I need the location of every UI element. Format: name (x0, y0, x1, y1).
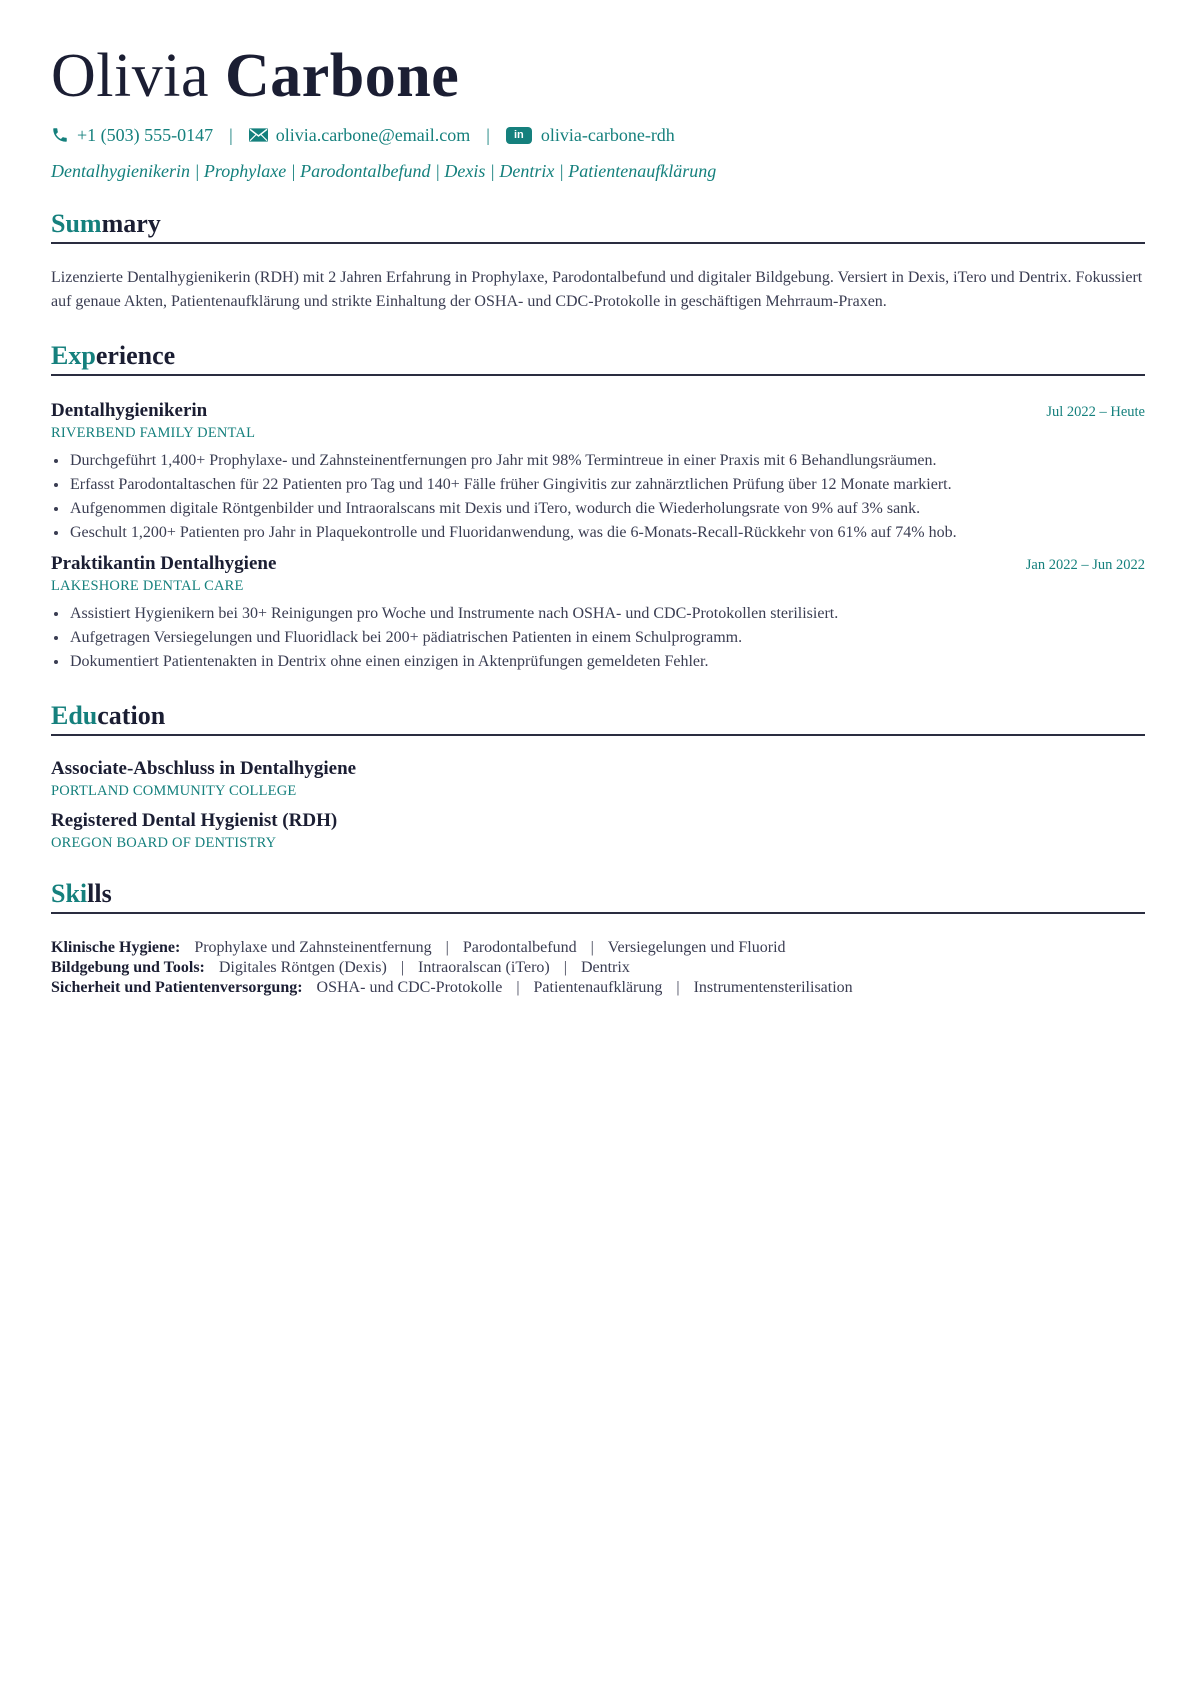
title-rest: lls (87, 879, 112, 908)
skill-category: Bildgebung und Tools: (51, 959, 205, 976)
title-rest: erience (95, 341, 176, 370)
bullet-item: • Dokumentiert Patientenakten in Dentrix ohne einen einzigen in Aktenprüfungen gemeldeten Fehler. (69, 650, 1147, 674)
job-dates: Jan 2022 – Jun 2022 (1025, 557, 1145, 573)
phone-icon (51, 126, 69, 144)
skill-row (51, 938, 1147, 958)
education-entry (51, 810, 1147, 852)
institution: PORTLAND COMMUNITY COLLEGE (51, 783, 297, 799)
title-rest: cation (97, 701, 166, 730)
job-header (51, 553, 1145, 575)
institution: OREGON BOARD OF DENTISTRY (51, 835, 277, 851)
bullet-item: • Aufgetragen Versiegelungen und Fluoridlack bei 200+ pädiatrischen Patienten in einem Schulprogramm. (69, 626, 1147, 650)
skill-item: Patientenaufklärung (533, 979, 663, 996)
contact-email[interactable] (249, 125, 471, 146)
education-entry (51, 758, 1147, 800)
skill-category: Klinische Hygiene: (51, 939, 181, 956)
contact-linkedin[interactable] (506, 125, 675, 146)
contact-separator: | (229, 124, 233, 145)
headline-tagline: Dentalhygienikerin | Prophylaxe | Parodontalbefund | Dexis | Dentrix | Patientenaufklärung (51, 161, 717, 181)
title-accent: Ski (51, 879, 88, 908)
experience-section (51, 340, 1147, 674)
job-bullets (51, 602, 1147, 674)
skill-separator: | (590, 939, 594, 956)
skill-item: Dentrix (580, 959, 630, 976)
skill-item: Prophylaxe und Zahnsteinentfernung (194, 939, 432, 956)
job-title: Praktikantin Dentalhygiene (51, 553, 277, 574)
title-accent: Exp (51, 341, 96, 370)
degree-title: Registered Dental Hygienist (RDH) (51, 810, 338, 831)
job-header (51, 400, 1145, 422)
bullet-item: • Assistiert Hygienikern bei 30+ Reinigungen pro Woche und Instrumente nach OSHA- und CDC-Protokollen sterilisiert. (69, 602, 1147, 626)
summary-section (51, 208, 1147, 314)
first-name: Olivia (51, 42, 209, 110)
section-title-skills (51, 878, 1147, 910)
title-accent: Sum (51, 209, 102, 238)
bullet-item: • Geschult 1,200+ Patienten pro Jahr in Plaquekontrolle und Fluoridanwendung, was die 6-Monats-Recall-Rückkehr von 61% auf 74% hob. (69, 521, 1147, 545)
skill-item: Parodontalbefund (462, 939, 577, 956)
skill-separator: | (445, 939, 449, 956)
section-title-education (51, 700, 1147, 732)
bullet-item: • Erfasst Parodontaltaschen für 22 Patienten pro Tag und 140+ Fälle früher Gingivitis zur zahnärztlichen Prüfung über 12 Monate markiert. (69, 473, 1147, 497)
contact-separator: | (486, 124, 490, 145)
skill-item: Intraoralscan (iTero) (418, 959, 550, 976)
title-rest: mary (101, 209, 161, 238)
job-bullets (51, 449, 1147, 545)
skill-separator: | (400, 959, 405, 976)
bullet-item: • Aufgenommen digitale Röntgenbilder und Intraoralscans mit Dexis und iTero, wodurch die Wiederholungsrate von 9% auf 3% sank. (69, 497, 1147, 521)
section-divider (51, 374, 1145, 376)
candidate-name (51, 38, 1147, 114)
skill-row (51, 958, 1147, 978)
employer: RIVERBEND FAMILY DENTAL (51, 425, 256, 441)
skill-separator: | (676, 979, 680, 996)
education-section (51, 700, 1147, 852)
skill-row (51, 978, 1147, 998)
phone-number: +1 (503) 555-0147 (77, 124, 214, 145)
contact-line (51, 122, 1147, 148)
skill-item: OSHA- und CDC-Protokolle (316, 979, 503, 996)
email-address: olivia.carbone@email.com (275, 124, 471, 145)
skills-section (51, 878, 1147, 998)
skill-item: Digitales Röntgen (Dexis) (218, 959, 387, 976)
section-title-experience (51, 340, 1147, 372)
title-accent: Edu (51, 701, 98, 730)
skills-list (51, 938, 1147, 998)
linkedin-handle: olivia-carbone-rdh (540, 124, 675, 145)
job-dates: Jul 2022 – Heute (1046, 404, 1145, 420)
job-title: Dentalhygienikerin (51, 400, 208, 421)
envelope-icon (249, 128, 268, 142)
section-divider (51, 912, 1145, 914)
skill-item: Instrumentensterilisation (693, 979, 853, 996)
skill-item: Versiegelungen und Fluorid (607, 939, 786, 956)
employer: LAKESHORE DENTAL CARE (51, 578, 244, 594)
job-entry (51, 400, 1147, 545)
job-entry (51, 553, 1147, 674)
skill-category: Sicherheit und Patientenversorgung: (51, 979, 303, 996)
degree-title: Associate-Abschluss in Dentalhygiene (51, 758, 357, 779)
skill-separator: | (516, 979, 520, 996)
skill-separator: | (563, 959, 567, 976)
linkedin-icon: in (506, 127, 532, 144)
section-title-summary (51, 208, 1147, 240)
last-name: Carbone (224, 42, 460, 110)
section-divider (51, 734, 1145, 736)
bullet-item: • Durchgeführt 1,400+ Prophylaxe- und Zahnsteinentfernungen pro Jahr mit 98% Termintreue in einer Praxis mit 6 Behandlungsräumen. (69, 449, 1147, 473)
contact-phone[interactable] (51, 125, 213, 146)
section-divider (51, 242, 1145, 244)
summary-text: Lizenzierte Dentalhygienikerin (RDH) mit 2 Jahren Erfahrung in Prophylaxe, Parodontalbefund und digitaler Bildgebung. Versiert in Dexis, iTero und Dentrix. Fokussiert auf genaue Akten, Patientenaufklärung und strikte Einhaltung der OSHA- und CDC-Protokolle in geschäftigen Mehrraum-Praxen. (51, 269, 1143, 310)
